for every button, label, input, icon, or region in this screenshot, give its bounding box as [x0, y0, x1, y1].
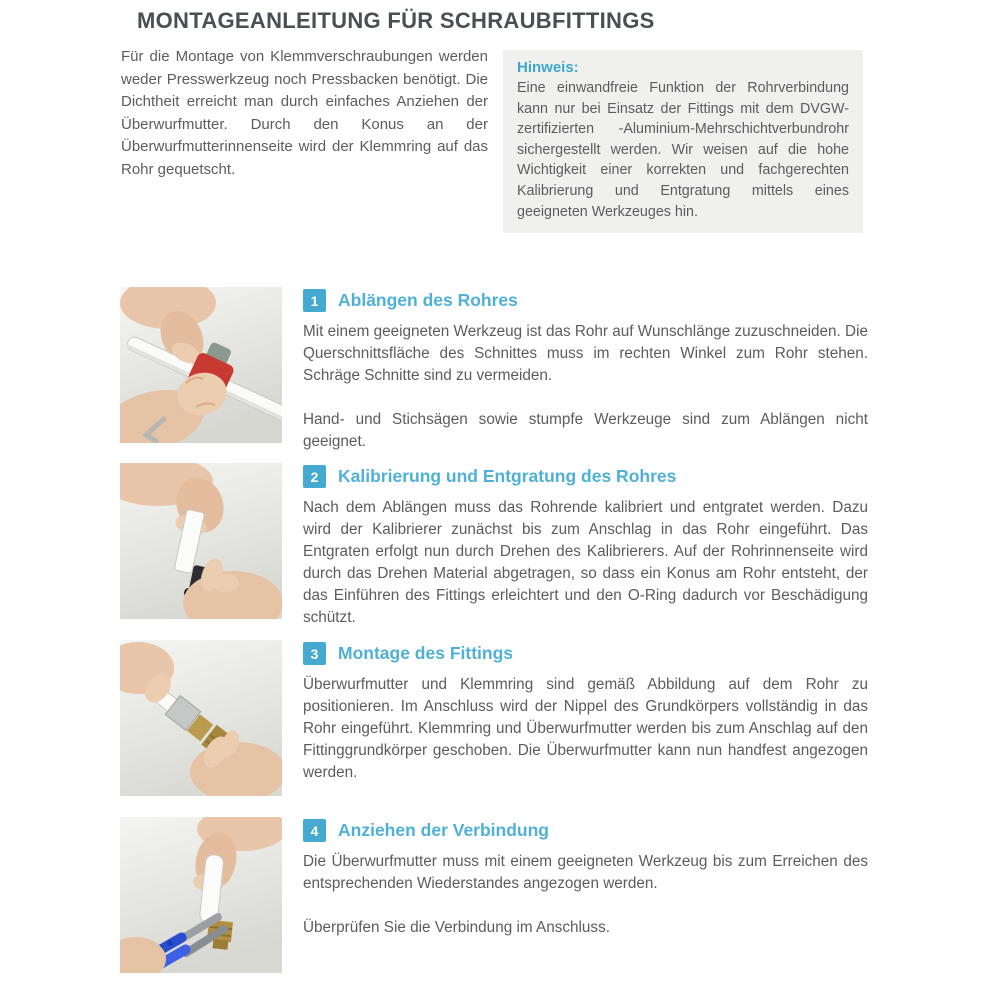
step-1-content	[303, 289, 868, 475]
pipe-cutting-photo	[120, 287, 282, 443]
step-title: Ablängen des Rohres	[338, 290, 518, 310]
step-title: Kalibrierung und Entgratung des Rohres	[338, 466, 677, 486]
step-2-content	[303, 465, 868, 651]
note-box	[503, 50, 863, 233]
step-number-badge: 1	[303, 289, 326, 312]
note-label: Hinweis:	[517, 59, 579, 76]
fitting-assembly-photo	[120, 640, 282, 796]
step-number-badge: 3	[303, 642, 326, 665]
page-title: MONTAGEANLEITUNG FÜR SCHRAUBFITTINGS	[137, 8, 655, 33]
step-1-photo	[120, 287, 282, 443]
step-3	[120, 640, 868, 800]
step-title: Anziehen der Verbindung	[338, 820, 549, 840]
step-number-badge: 4	[303, 819, 326, 842]
step-3-content	[303, 642, 868, 806]
tightening-photo	[120, 817, 282, 973]
step-number-badge: 2	[303, 465, 326, 488]
step-4	[120, 817, 868, 977]
step-paragraph: Mit einem geeigneten Werkzeug ist das Rohr auf Wunschlänge zuzuschneiden. Die Querschnittsfläche des Schnittes muss im rechten Winkel zum Rohr stehen. Schräge Schnitte sind zu vermeiden.	[303, 323, 868, 384]
note-text: Eine einwandfreie Funktion der Rohrverbindung kann nur bei Einsatz der Fittings mit dem DVGW-zertifizierten -Aluminium-Mehrschichtverbundrohr sichergestellt werden. Wir weisen auf die hohe Wichtigkeit einer korrekten und fachgerechten Kalibrierung und Entgratung mittels eines geeigneten Werkzeuges hin.	[517, 80, 849, 220]
step-title: Montage des Fittings	[338, 643, 513, 663]
step-paragraph: Überprüfen Sie die Verbindung im Anschluss.	[303, 919, 610, 936]
step-paragraph: Überwurfmutter und Klemmring sind gemäß Abbildung auf dem Rohr zu positionieren. Im Anschluss wird der Nippel des Grundkörpers vollständig in das Rohr eingeführt. Klemmring und Überwurfmutter werden bis zum Anschlag auf den Fittinggrundkörper geschoben. Die Überwurfmutter kann nun handfest angezogen werden.	[303, 676, 868, 781]
step-2-photo	[120, 463, 282, 619]
intro-paragraph: Für die Montage von Klemmverschraubungen werden weder Presswerkzeug noch Pressbacken benötigt. Die Dichtheit erreicht man durch einfaches Anziehen der Überwurfmutter. Durch den Konus an der Überwurfmutterinnenseite wird der Klemmring auf das Rohr gequetscht.	[121, 48, 488, 178]
step-1	[120, 287, 868, 450]
step-4-content	[303, 819, 868, 961]
calibrating-photo	[120, 463, 282, 619]
step-paragraph: Die Überwurfmutter muss mit einem geeigneten Werkzeug bis zum Erreichen des entsprechenden Wiederstandes angezogen werden.	[303, 853, 868, 892]
step-4-photo	[120, 817, 282, 973]
step-2	[120, 463, 868, 626]
step-paragraph: Nach dem Ablängen muss das Rohrende kalibriert und entgratet werden. Dazu wird der Kalibrierer zunächst bis zum Anschlag in das Rohr eingeführt. Das Entgraten erfolgt nun durch Drehen des Kalibrierers. Auf der Rohrinnenseite wird durch das Drehen Material abgetragen, so dass ein Konus am Rohr entsteht, der das Einführen des Fittings erleichtert und den O-Ring dadurch vor Beschädigung schützt.	[303, 499, 868, 626]
step-3-photo	[120, 640, 282, 796]
step-paragraph: Hand- und Stichsägen sowie stumpfe Werkzeuge sind zum Ablängen nicht geeignet.	[303, 411, 868, 450]
